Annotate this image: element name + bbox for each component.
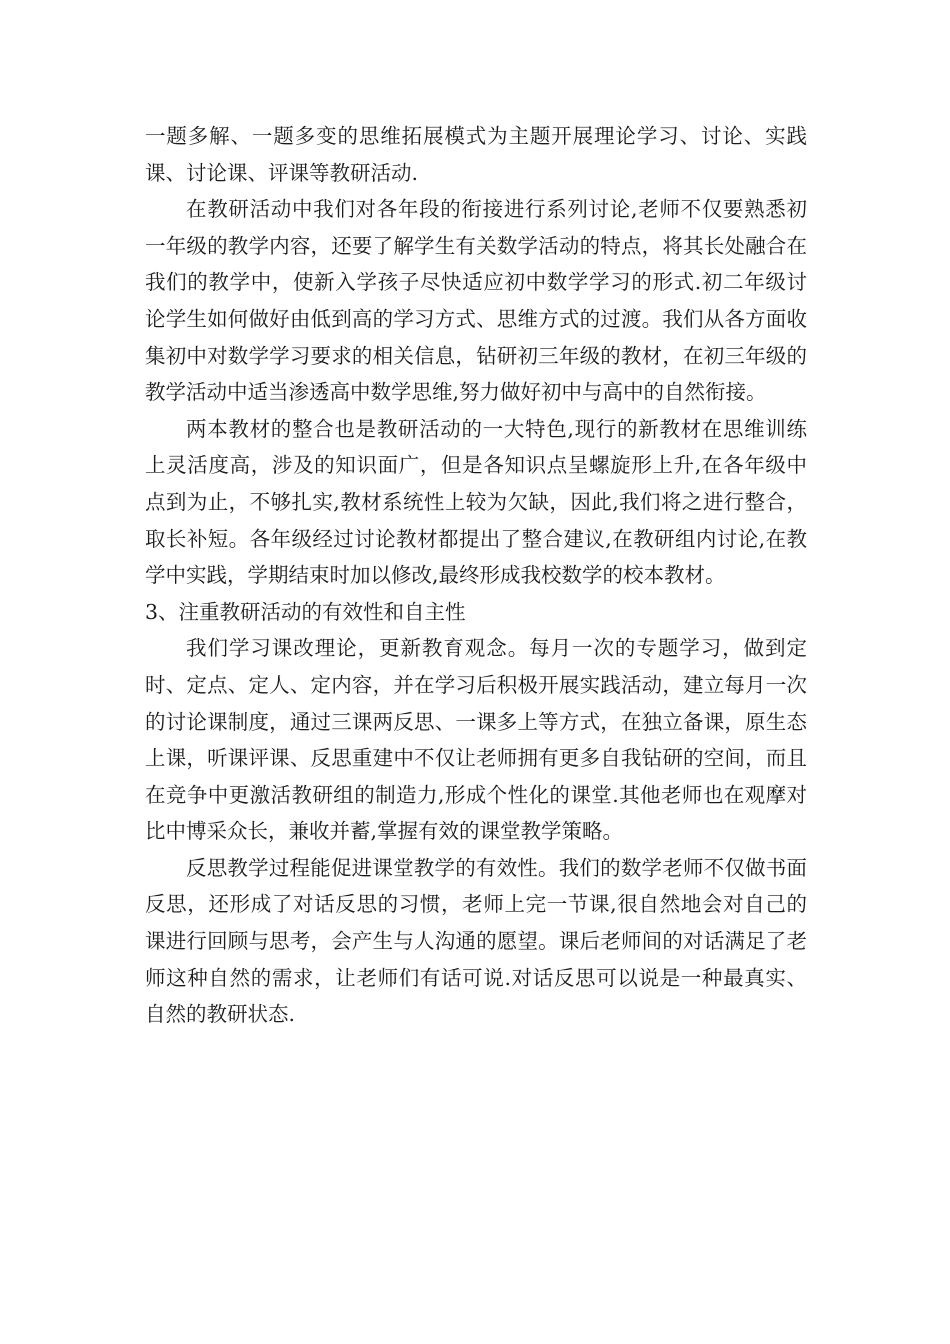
paragraph-continuation: 一题多解、一题多变的思维拓展模式为主题开展理论学习、讨论、实践课、讨论课、评课等教研活动. xyxy=(145,124,807,185)
paragraph-teaching-reflection: 反思教学过程能促进课堂教学的有效性。我们的数学老师不仅做书面反思，还形成了对话反思的习惯，老师上完一节课,很自然地会对自己的课进行回顾与思考，会产生与人沟通的愿望。课后老师间的对话满足了老师这种自然的需求，让老师们有话可说.对话反思可以说是一种最真实、自然的教研状态. xyxy=(145,855,807,1027)
section-heading: 3、注重教研活动的有效性和自主性 xyxy=(145,599,466,624)
paragraph-textbook-integration: 两本教材的整合也是教研活动的一大特色,现行的新教材在思维训练上灵活度高，涉及的知识面广，但是各知识点呈螺旋形上升,在各年级中点到为止，不够扎实,教材系统性上较为欠缺，因此,我们将之进行整合，取长补短。各年级经过讨论教材都提出了整合建议,在教研组内讨论,在教学中实践，学期结束时加以修改,最终形成我校数学的校本教材。 xyxy=(145,416,807,588)
paragraph-curriculum-reform: 我们学习课改理论，更新教育观念。每月一次的专题学习，做到定时、定点、定人、定内容，并在学习后积极开展实践活动，建立每月一次的讨论课制度，通过三课两反思、一课多上等方式，在独立备课，原生态上课，听课评课、反思重建中不仅让老师拥有更多自我钻研的空间，而且在竞争中更激活教研组的制造力,形成个性化的课堂.其他老师也在观摩对比中博采众长，兼收并蓄,掌握有效的课堂教学策略。 xyxy=(145,636,807,844)
paragraph-grade-transition: 在教研活动中我们对各年段的衔接进行系列讨论,老师不仅要熟悉初一年级的教学内容，还要了解学生有关数学活动的特点，将其长处融合在我们的教学中，使新入学孩子尽快适应初中数学学习的形式.初二年级讨论学生如何做好由低到高的学习方式、思维方式的过渡。我们从各方面收集初中对数学学习要求的相关信息，钻研初三年级的教材，在初三年级的教学活动中适当渗透高中数学思维,努力做好初中与高中的自然衔接。 xyxy=(145,197,807,405)
document-body xyxy=(145,118,807,1033)
